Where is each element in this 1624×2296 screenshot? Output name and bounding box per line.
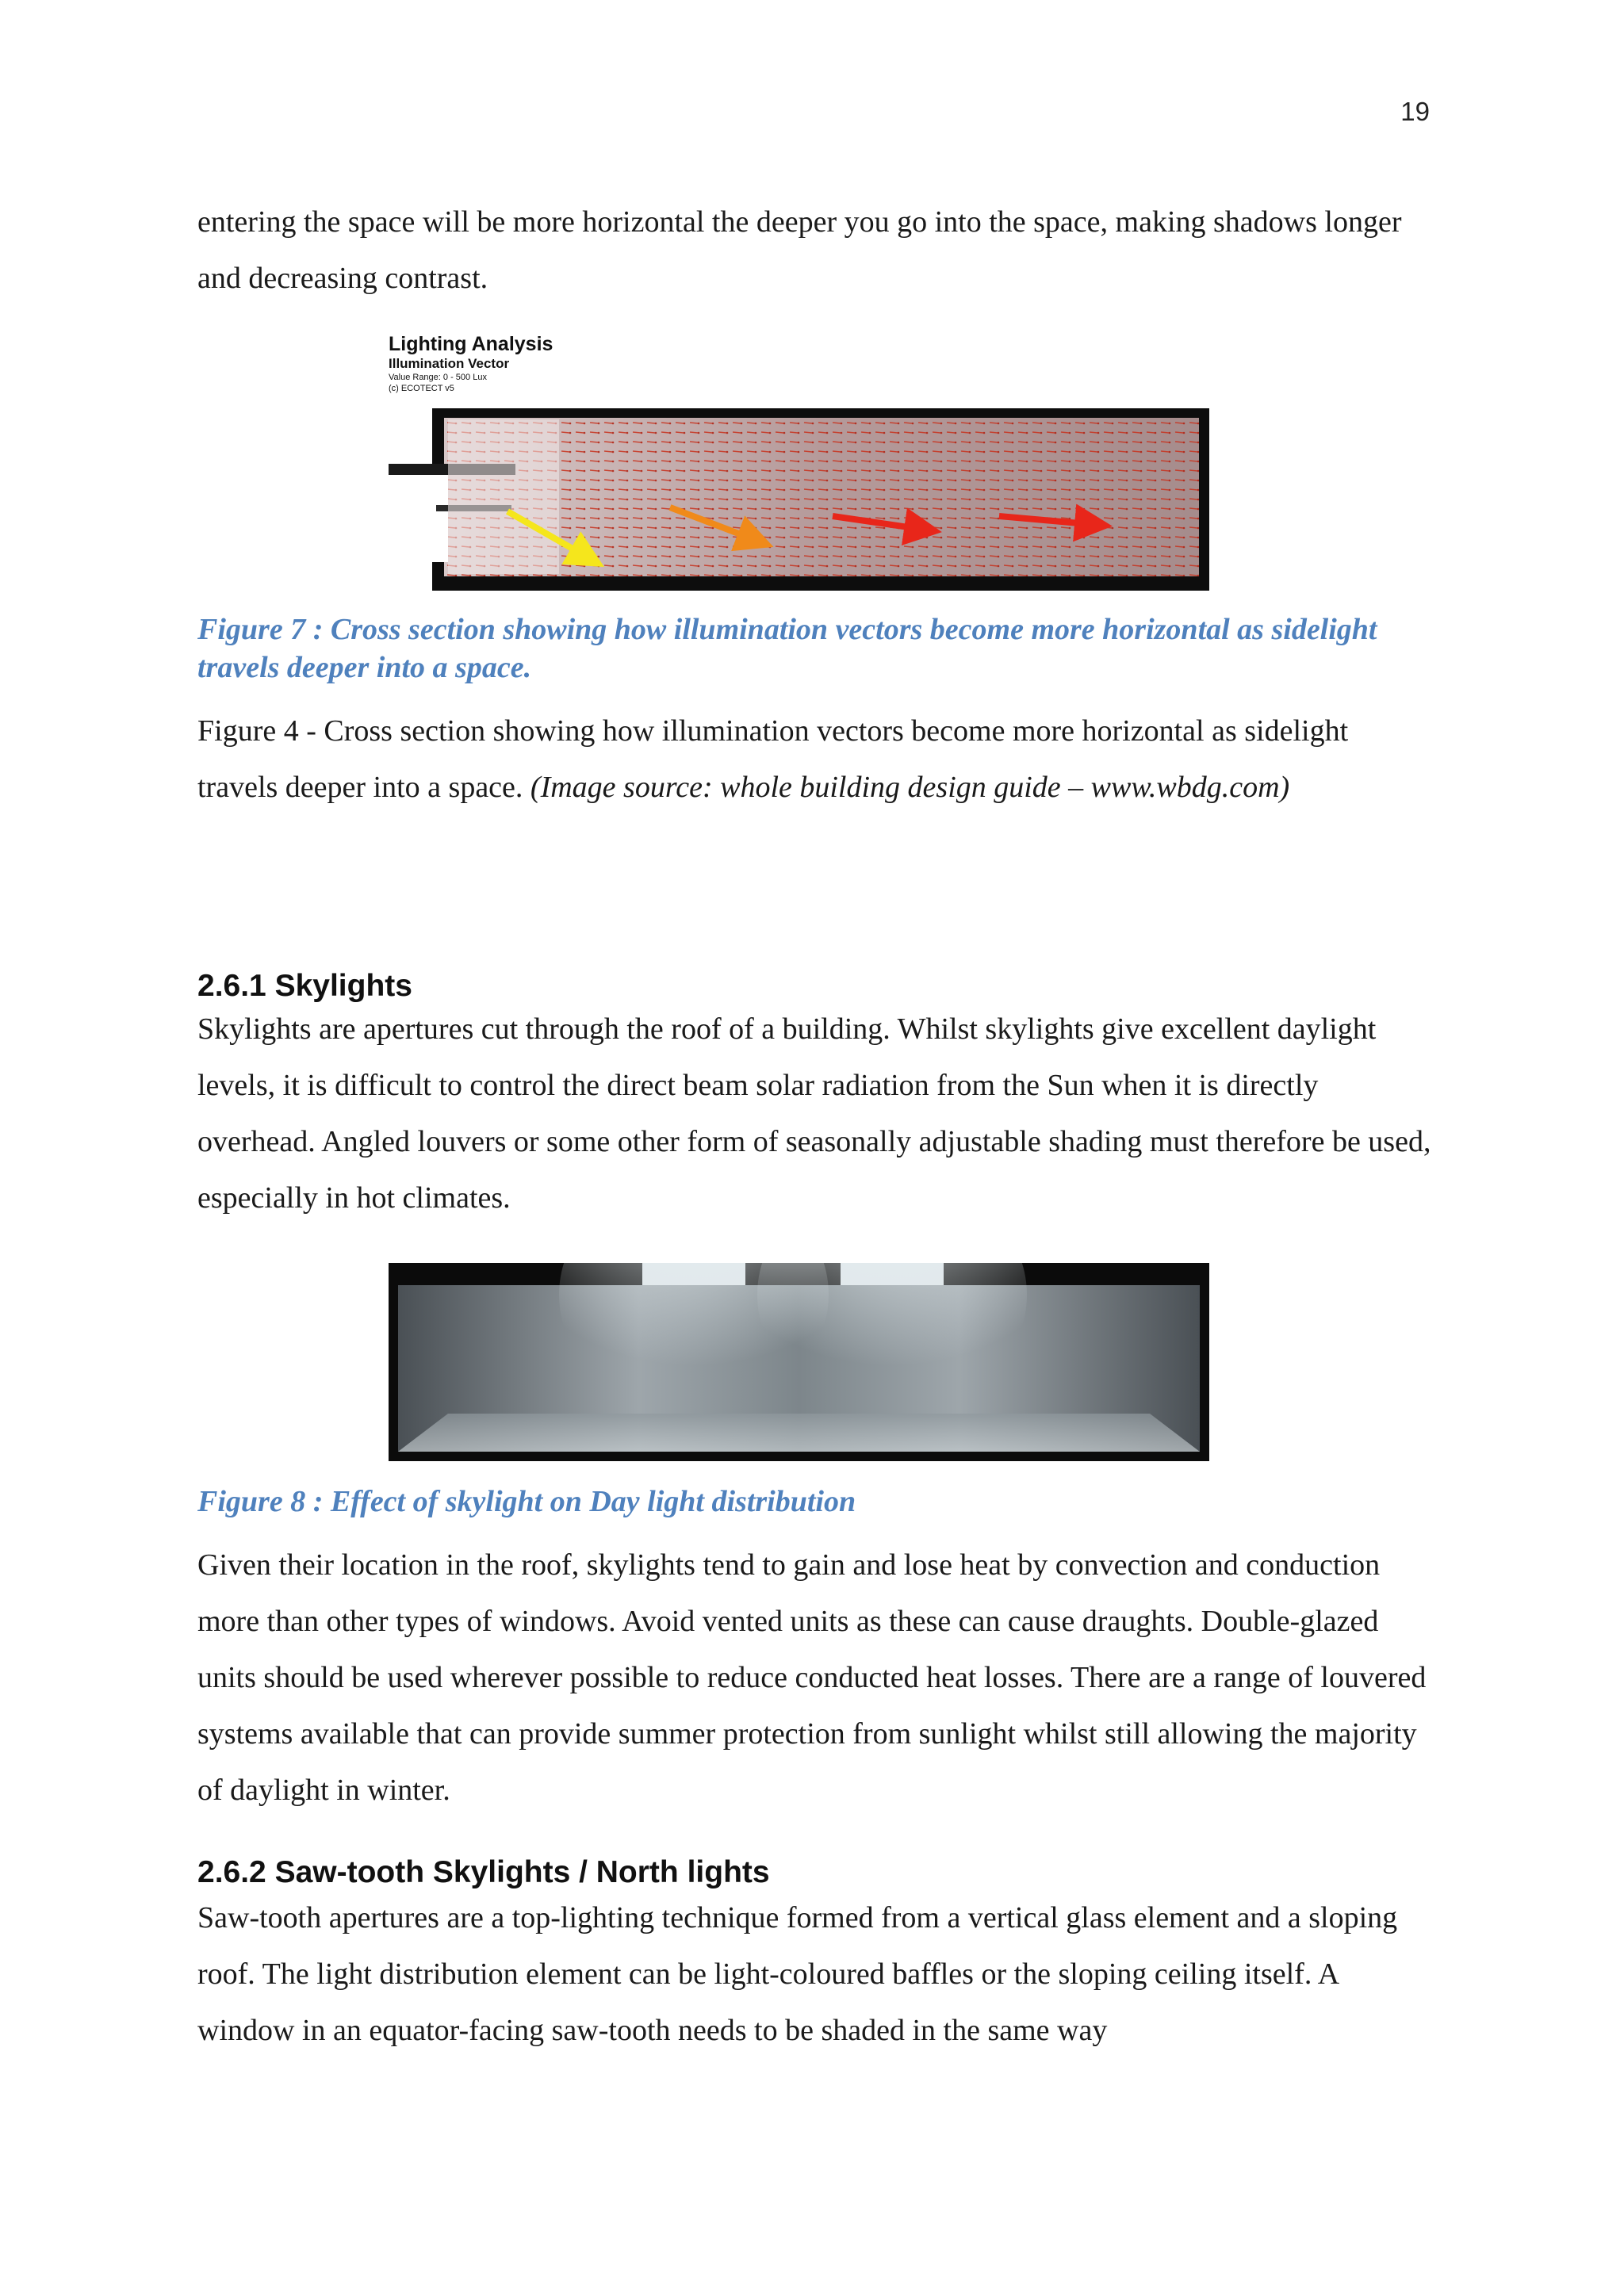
heading-skylights: 2.6.1 Skylights bbox=[197, 969, 412, 1003]
sawtooth-paragraph: Saw-tooth apertures are a top-lighting technique formed from a vertical glass element and a sloping roof. The light distribution element can be light-coloured baffles or the sloping ceiling itself. A window in an equator-facing saw-tooth needs to be shaded in the same way bbox=[197, 1901, 1398, 2047]
window-opening bbox=[432, 475, 448, 562]
image-source-note: (Image source: whole building design guide – www.wbdg.com) bbox=[530, 771, 1290, 804]
figure-8-caption: Figure 8 : Effect of skylight on Day light distribution bbox=[197, 1485, 856, 1518]
skylights-paragraph: Skylights are apertures cut through the roof of a building. Whilst skylights give excellent daylight levels, it is difficult to control the direct beam solar radiation from the Sun when it is directly overhead. Angled louvers or some other form of seasonally adjustable shading must therefore be used, especially in hot climates. bbox=[197, 1012, 1431, 1215]
figure-8-skylight-render bbox=[389, 1263, 1209, 1461]
heading-sawtooth: 2.6.2 Saw-tooth Skylights / North lights bbox=[197, 1855, 770, 1889]
render-floor bbox=[398, 1414, 1200, 1452]
sidelit-zone bbox=[448, 419, 559, 574]
page-number: 19 bbox=[1400, 97, 1430, 126]
illumination-vector-section bbox=[389, 408, 1209, 591]
figure-7-subtitle: Illumination Vector bbox=[389, 356, 510, 371]
figure-7-title: Lighting Analysis bbox=[389, 333, 553, 355]
figure-7-range: Value Range: 0 - 500 Lux bbox=[389, 373, 487, 382]
figure-4-paragraph bbox=[197, 703, 1434, 816]
figure-7-copyright: (c) ECOTECT v5 bbox=[389, 384, 454, 393]
skylights-heat-paragraph: Given their location in the roof, skylights tend to gain and lose heat by convection and conduction more than other types of windows. Avoid vented units as these can cause draughts. Double-glazed units should be used wherever possible to reduce conducted heat losses. There are a range of louvered systems available that can provide summer protection from sunlight whilst still allowing the majority of daylight in winter. bbox=[197, 1548, 1427, 1807]
figure-4-text: Figure 4 - Cross section showing how illumination vectors become more horizontal as sidelight travels deeper into a space. bbox=[197, 714, 1349, 804]
figure-7-caption: Figure 7 : Cross section showing how illumination vectors become more horizontal as sidelight travels deeper into a space. bbox=[197, 613, 1377, 684]
intro-paragraph: entering the space will be more horizontal the deeper you go into the space, making shadows longer and decreasing contrast. bbox=[197, 205, 1402, 295]
figure-7-lighting-analysis bbox=[389, 329, 1209, 591]
